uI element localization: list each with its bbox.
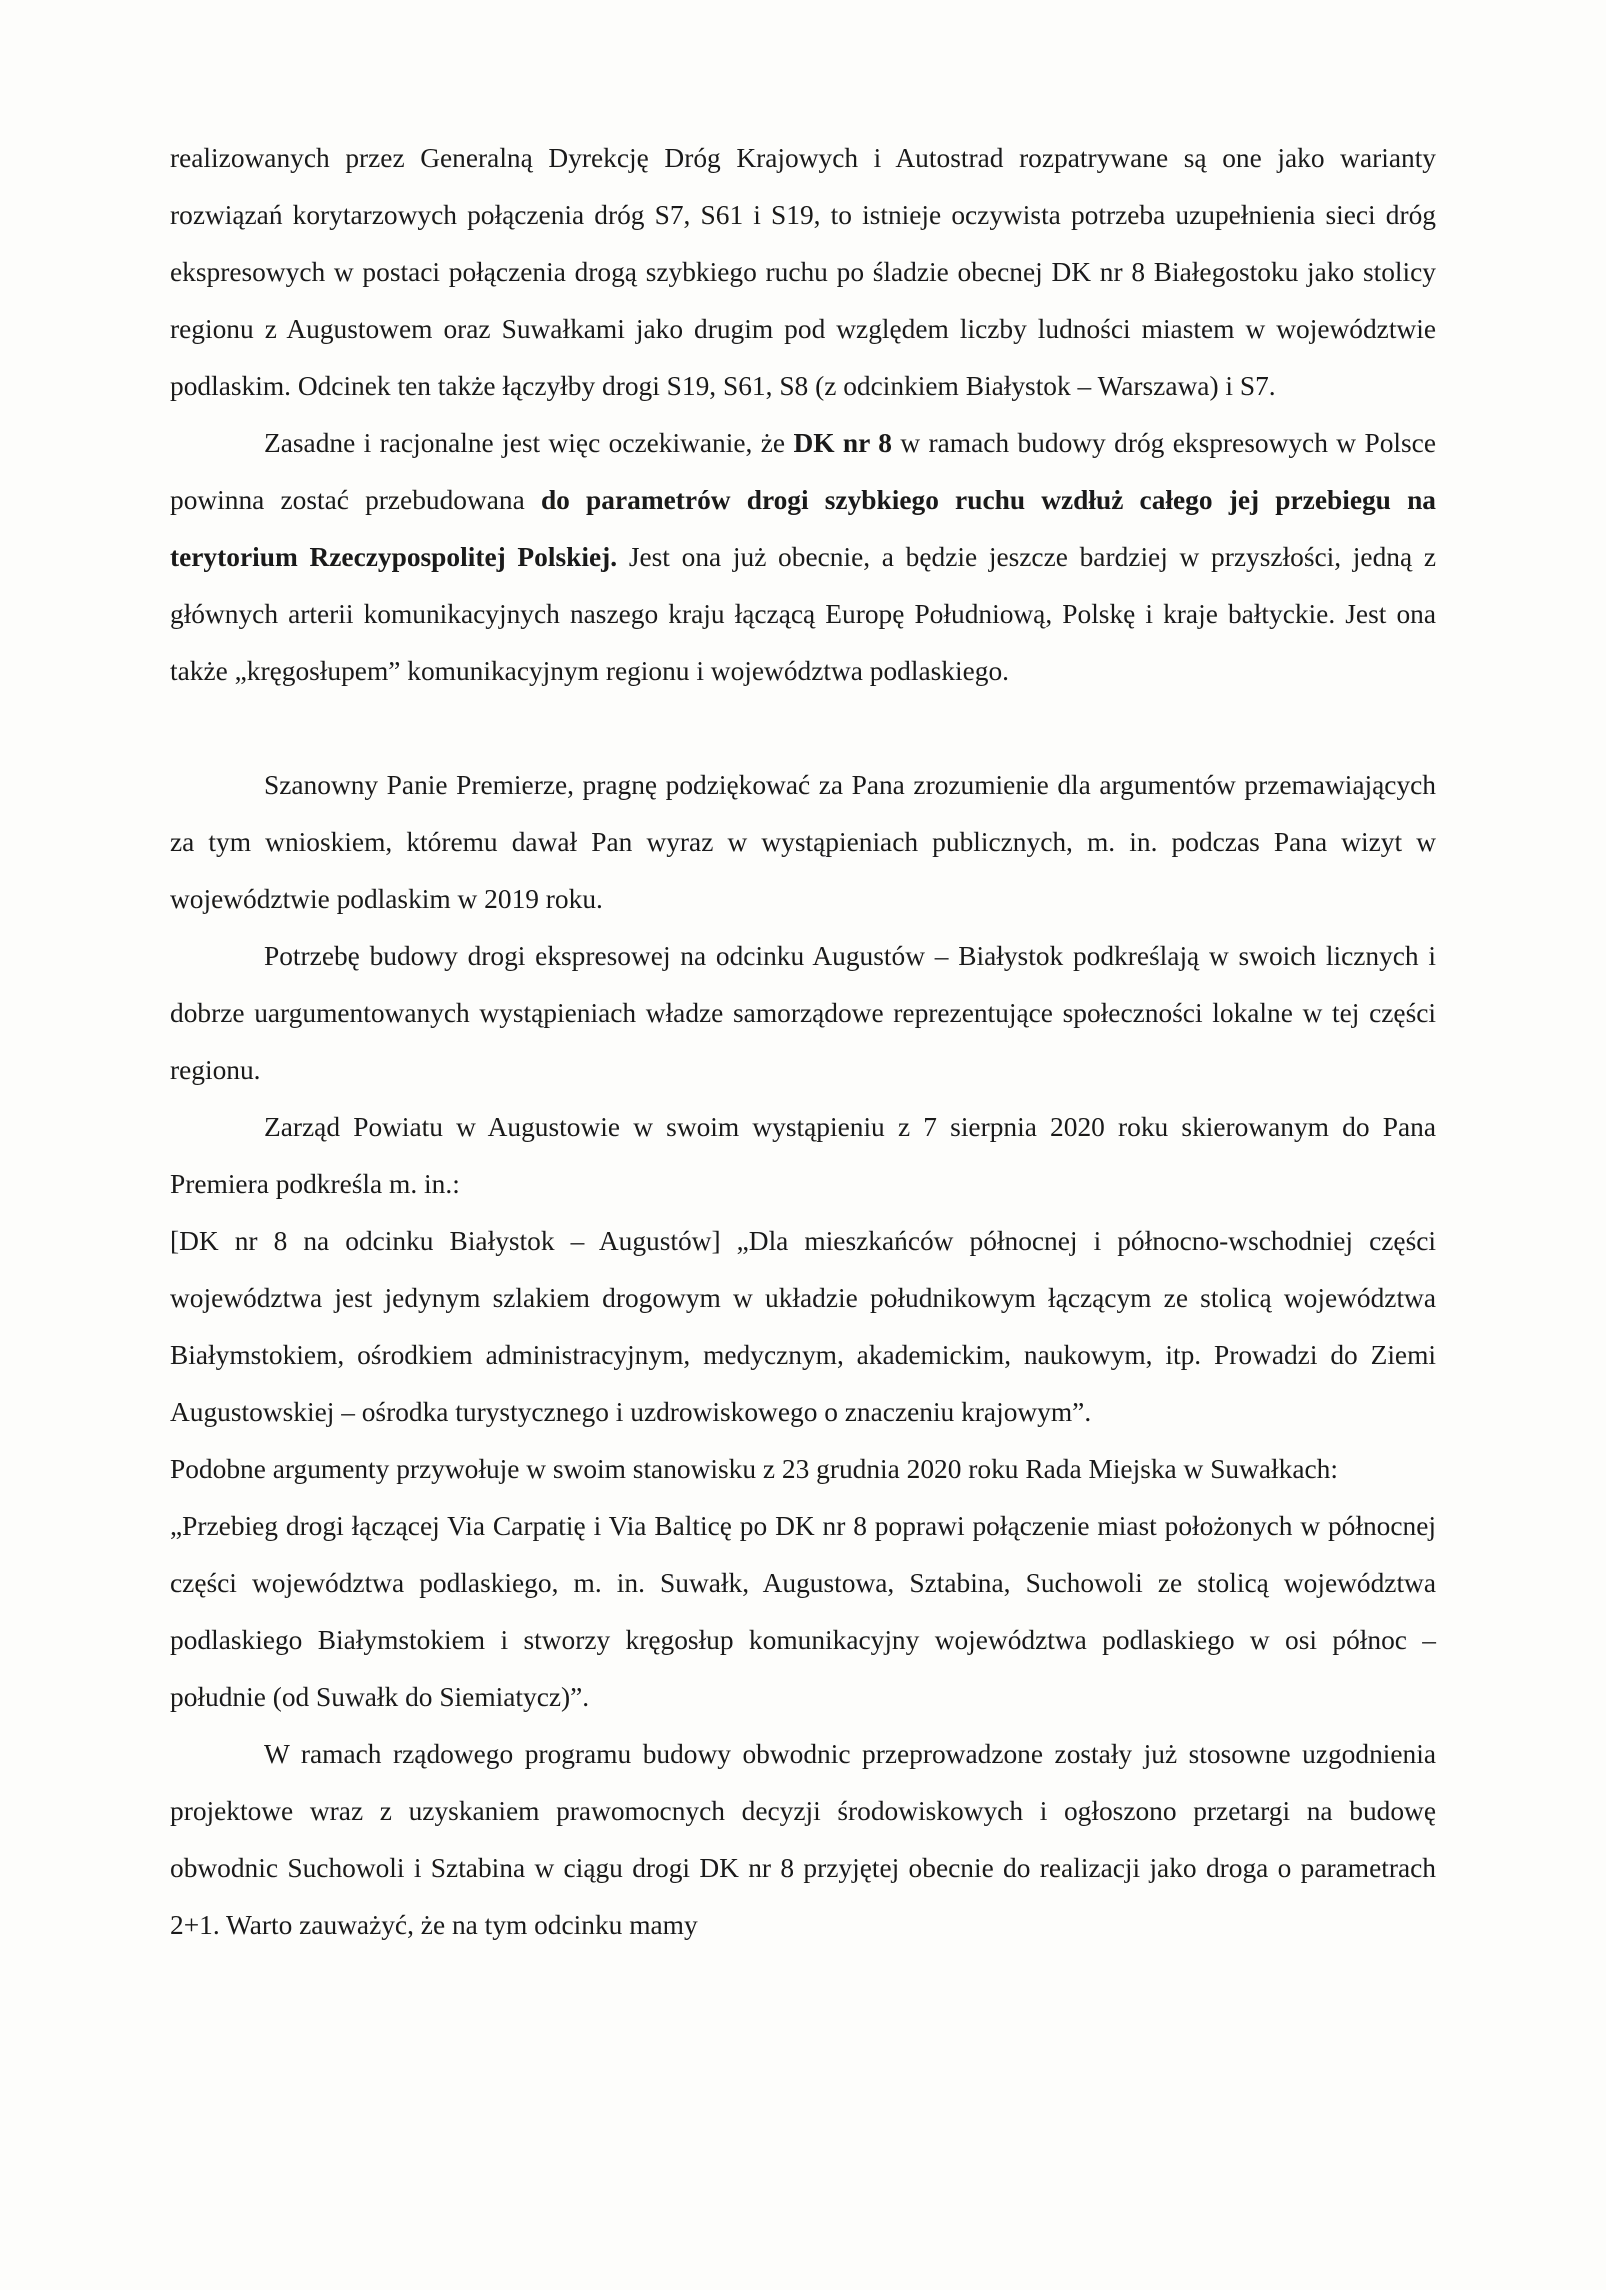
text-run: Potrzebę budowy drogi ekspresowej na odcinku Augustów – Białystok podkreślają w swoich licznych i dobrze uargumentowanych wystąpieniach władze samorządowe reprezentujące społeczności lokalne w tej części regionu. [170, 941, 1436, 1085]
text-run: Szanowny Panie Premierze, pragnę podziękować za Pana zrozumienie dla argumentów przemawiających za tym wnioskiem, któremu dawał Pan wyraz w wystąpieniach publicznych, m. in. podczas Pana wizyt w województwie podlaskim w 2019 roku. [170, 770, 1436, 914]
bold-text-run: DK nr 8 [793, 428, 892, 458]
text-run: w ramach budowy dróg ekspresowych w Polsce powinna zostać przebudowana [170, 428, 1436, 515]
text-run: Zasadne i racjonalne jest więc oczekiwanie, że [264, 428, 794, 458]
paragraph-9 [170, 1726, 1436, 1954]
text-run: Podobne argumenty przywołuje w swoim stanowisku z 23 grudnia 2020 roku Rada Miejska w Suwałkach: [170, 1454, 1338, 1484]
bold-text-run: do parametrów drogi szybkiego ruchu wzdłuż całego jej przebiegu na terytorium Rzeczypospolitej Polskiej. [170, 485, 1437, 572]
paragraph-8 [170, 1498, 1436, 1726]
text-run: W ramach rządowego programu budowy obwodnic przeprowadzone zostały już stosowne uzgodnienia projektowe wraz z uzyskaniem prawomocnych decyzji środowiskowych i ogłoszono przetargi na budowę obwodnic Suchowoli i Sztabina w ciągu drogi DK nr 8 przyjętej obecnie do realizacji jako droga o parametrach 2+1. Warto zauważyć, że na tym odcinku mamy [170, 1739, 1436, 1940]
text-run: [DK nr 8 na odcinku Białystok – Augustów] „Dla mieszkańców północnej i północno-wschodniej części województwa jest jedynym szlakiem drogowym w układzie południkowym łączącym ze stolicą województwa Białymstokiem, ośrodkiem administracyjnym, medycznym, akademickim, naukowym, itp. Prowadzi do Ziemi Augustowskiej – ośrodka turystycznego i uzdrowiskowego o znaczeniu krajowym”. [170, 1226, 1436, 1427]
paragraph-2 [170, 415, 1436, 700]
paragraph-7 [170, 1441, 1436, 1498]
paragraph-4 [170, 928, 1436, 1099]
paragraph-5 [170, 1099, 1436, 1213]
text-run: Jest ona już obecnie, a będzie jeszcze bardziej w przyszłości, jedną z głównych arterii komunikacyjnych naszego kraju łączącą Europę Południową, Polskę i kraje bałtyckie. Jest ona także „kręgosłupem” komunikacyjnym regionu i województwa podlaskiego. [170, 542, 1436, 686]
text-run: Zarząd Powiatu w Augustowie w swoim wystąpieniu z 7 sierpnia 2020 roku skierowanym do Pana Premiera podkreśla m. in.: [170, 1112, 1436, 1199]
paragraph-3 [170, 757, 1436, 928]
text-run: realizowanych przez Generalną Dyrekcję Dróg Krajowych i Autostrad rozpatrywane są one jako warianty rozwiązań korytarzowych połączenia dróg S7, S61 i S19, to istnieje oczywista potrzeba uzupełnienia sieci dróg ekspresowych w postaci połączenia drogą szybkiego ruchu po śladzie obecnej DK nr 8 Białegostoku jako stolicy regionu z Augustowem oraz Suwałkami jako drugim pod względem liczby ludności miastem w województwie podlaskim. Odcinek ten także łączyłby drogi S19, S61, S8 (z odcinkiem Białystok – Warszawa) i S7. [170, 143, 1436, 401]
paragraph-6 [170, 1213, 1436, 1441]
text-run: „Przebieg drogi łączącej Via Carpatię i Via Balticę po DK nr 8 poprawi połączenie miast położonych w północnej części województwa podlaskiego, m. in. Suwałk, Augustowa, Sztabina, Suchowoli ze stolicą województwa podlaskiego Białymstokiem i stworzy kręgosłup komunikacyjny województwa podlaskiego w osi północ – południe (od Suwałk do Siemiatycz)”. [170, 1511, 1436, 1712]
paragraph-1 [170, 130, 1436, 415]
